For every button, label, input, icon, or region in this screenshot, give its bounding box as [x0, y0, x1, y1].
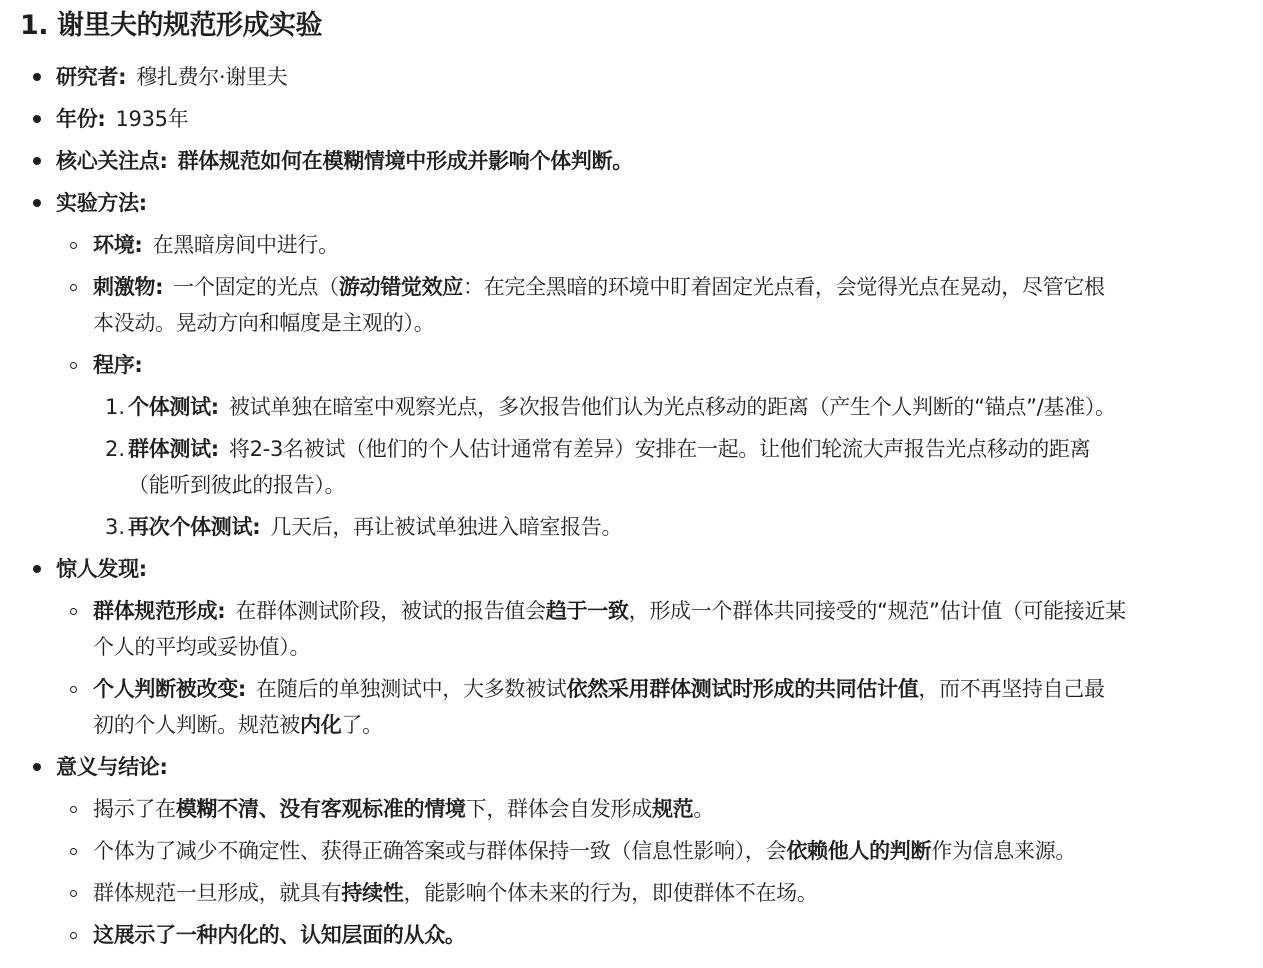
researcher-line [56, 59, 287, 95]
step-number: 1. [105, 395, 126, 419]
method-heading [56, 185, 147, 221]
focus-label: 核心关注点: [56, 149, 168, 173]
change-bold: 依然采用群体测试时形成的共同估计值 [566, 677, 919, 701]
year-label: 年份: [56, 107, 106, 131]
step-2-line [128, 431, 1090, 467]
method-label: 实验方法: [56, 191, 147, 215]
environment-line [93, 227, 339, 263]
norm-post: ，形成一个群体共同接受的“规范”估计值（可能接近某 [628, 599, 1126, 623]
bullet-circle [70, 362, 77, 369]
bullet-disc [33, 73, 41, 81]
norm-label: 群体规范形成: [93, 599, 226, 623]
bullet-disc [33, 199, 41, 207]
conclusion-item-3-pre: 群体规范一旦形成，就具有 [93, 881, 342, 905]
environment-value: 在黑暗房间中进行。 [152, 233, 339, 257]
norm-line [93, 593, 1126, 629]
bullet-disc [33, 157, 41, 165]
findings-heading [56, 551, 147, 587]
year-line [56, 101, 188, 137]
researcher-value: 穆扎费尔·谢里夫 [136, 65, 288, 89]
change-line-2 [93, 707, 383, 743]
procedure-label: 程序: [93, 353, 143, 377]
stimulus-line [93, 269, 1105, 305]
researcher-label: 研究者: [56, 65, 127, 89]
conclusion-item-1 [93, 791, 714, 827]
conclusion-item-3 [93, 875, 818, 911]
focus-value: 群体规范如何在模糊情境中形成并影响个体判断。 [177, 149, 634, 173]
norm-bold: 趋于一致 [545, 599, 629, 623]
change-line [93, 671, 1105, 707]
conclusion-item-1-post: 。 [693, 797, 715, 821]
step-2-label: 群体测试: [128, 437, 219, 461]
bullet-circle [70, 686, 77, 693]
norm-pre: 在群体测试阶段，被试的报告值会 [235, 599, 546, 623]
bullet-circle [70, 608, 77, 615]
change-label: 个人判断被改变: [93, 677, 246, 701]
stimulus-post: ：在完全黑暗的环境中盯着固定光点看，会觉得光点在晃动，尽管它根 [463, 275, 1105, 299]
conclusion-item-3-post: ，能影响个体未来的行为，即使群体不在场。 [403, 881, 818, 905]
step-3-text: 几天后，再让被试单独进入暗室报告。 [270, 515, 623, 539]
bullet-circle [70, 242, 77, 249]
bullet-circle [70, 806, 77, 813]
bullet-circle [70, 284, 77, 291]
conclusion-item-2-bold: 依赖他人的判断 [786, 839, 932, 863]
stimulus-bold: 游动错觉效应 [338, 275, 464, 299]
bullet-circle [70, 848, 77, 855]
change-line2-post: 了。 [341, 713, 383, 737]
bullet-disc [33, 763, 41, 771]
bullet-disc [33, 115, 41, 123]
conclusion-item-1-bold: 模糊不清、没有客观标准的情境 [175, 797, 466, 821]
conclusion-item-2-post: 作为信息来源。 [931, 839, 1077, 863]
stimulus-pre: 一个固定的光点（ [173, 275, 339, 299]
conclusion-item-1-pre: 揭示了在 [93, 797, 176, 821]
bullet-circle [70, 932, 77, 939]
conclusion-item-3-bold: 持续性 [341, 881, 404, 905]
step-2-text: 将2-3名被试（他们的个人估计通常有差异）安排在一起。让他们轮流大声报告光点移动的距离 [228, 437, 1091, 461]
change-line2-bold: 内化 [300, 713, 342, 737]
conclusion-item-4 [93, 917, 466, 953]
conclusion-item-2 [93, 833, 1076, 869]
findings-label: 惊人发现: [56, 557, 147, 581]
change-pre: 在随后的单独测试中，大多数被试 [256, 677, 567, 701]
procedure-heading [93, 347, 143, 383]
step-3-label: 再次个体测试: [128, 515, 261, 539]
bullet-disc [33, 565, 41, 573]
stimulus-line-2: 本没动。晃动方向和幅度是主观的）。 [93, 311, 435, 335]
step-1-line [128, 389, 1116, 425]
step-2-line-2: （能听到彼此的报告）。 [128, 473, 346, 497]
year-value: 1935年 [115, 107, 189, 131]
change-post: ，而不再坚持自己最 [918, 677, 1105, 701]
bullet-circle [70, 890, 77, 897]
section-title: 1. 谢里夫的规范形成实验 [20, 10, 322, 41]
conclusion-item-1-bold2: 规范 [651, 797, 694, 821]
conclusion-heading [56, 749, 168, 785]
environment-label: 环境: [93, 233, 143, 257]
stimulus-label: 刺激物: [93, 275, 164, 299]
conclusion-item-2-pre: 个体为了减少不确定性、获得正确答案或与群体保持一致（信息性影响），会 [93, 839, 787, 863]
change-line2-pre: 初的个人判断。规范被 [93, 713, 300, 737]
step-1-text: 被试单独在暗室中观察光点，多次报告他们认为光点移动的距离（产生个人判断的“锚点”/基准）。 [228, 395, 1116, 419]
conclusion-label: 意义与结论: [56, 755, 168, 779]
step-1-label: 个体测试: [128, 395, 219, 419]
norm-line-2: 个人的平均或妥协值）。 [93, 635, 311, 659]
conclusion-item-1-mid: 下，群体会自发形成 [465, 797, 652, 821]
step-3-line [128, 509, 622, 545]
conclusion-item-4-bold: 这展示了一种内化的、认知层面的从众。 [93, 923, 466, 947]
focus-line [56, 143, 633, 179]
step-number: 3. [105, 515, 126, 539]
step-number: 2. [105, 437, 126, 461]
